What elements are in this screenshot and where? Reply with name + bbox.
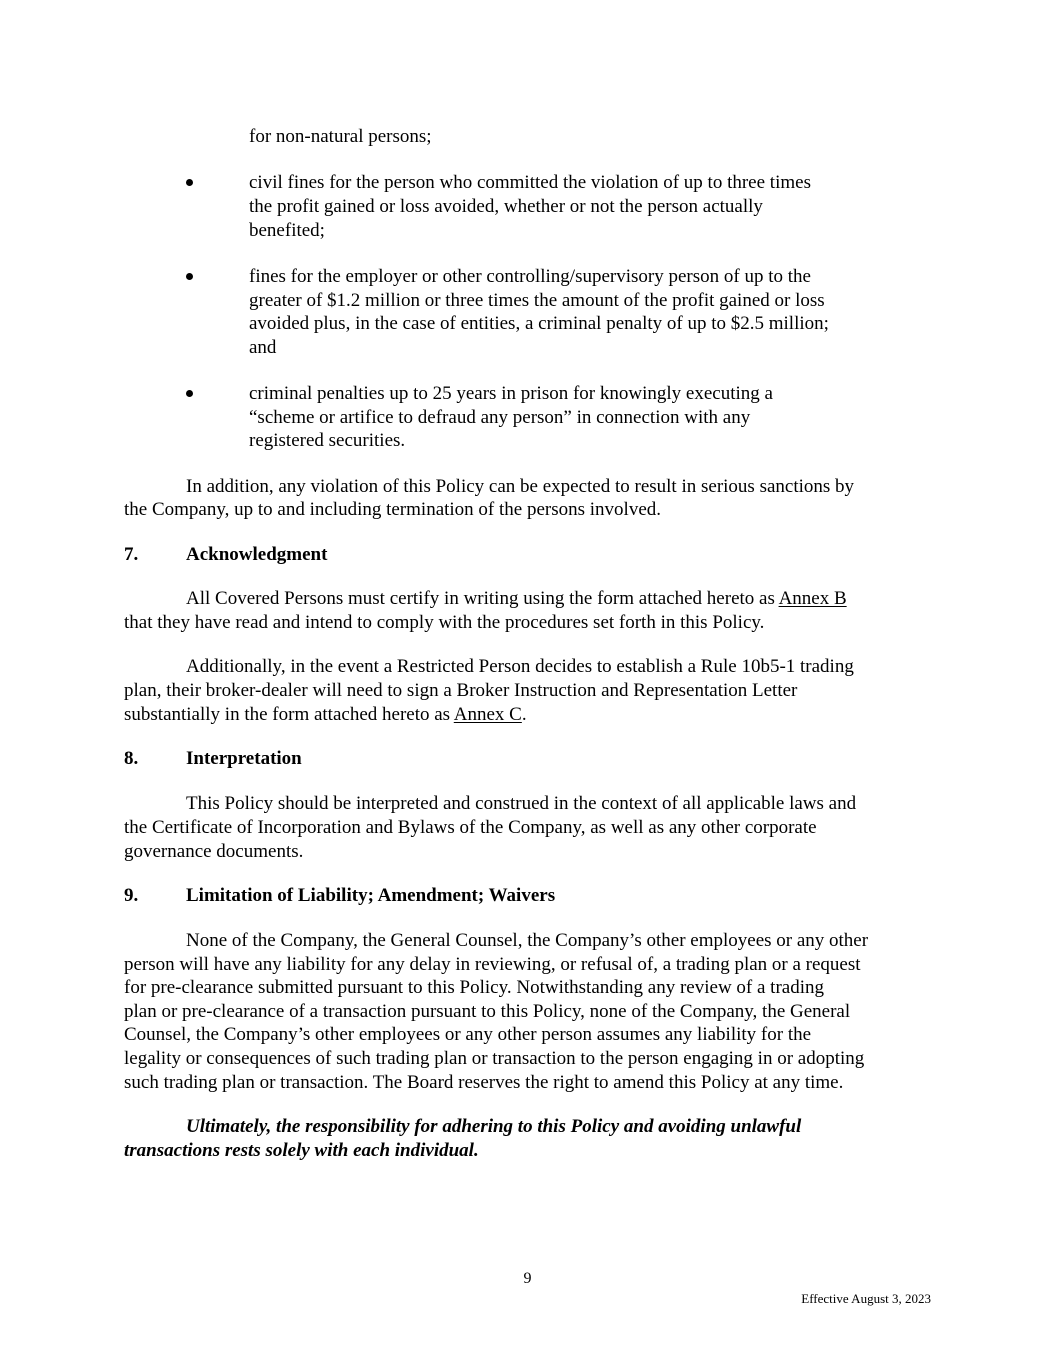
section-9-line-3: for pre-clearance submitted pursuant to this Policy. Notwithstanding any review of a trading — [124, 977, 824, 998]
section-9-line-5: Counsel, the Company’s other employees or any other person assumes any liability for the — [124, 1024, 812, 1045]
continued-bullet-text: for non-natural persons; — [249, 126, 432, 147]
section-7-para-2-line-2: plan, their broker-dealer will need to sign a Broker Instruction and Representation Letter — [124, 680, 798, 701]
section-9-line-1: None of the Company, the General Counsel, the Company’s other employees or any other — [186, 930, 869, 951]
bullet-1-line-2: the profit gained or loss avoided, whether or not the person actually — [249, 196, 763, 217]
bullet-2-line-1: fines for the employer or other controlling/supervisory person of up to the — [249, 266, 811, 287]
section-9-title: Limitation of Liability; Amendment; Waivers — [186, 885, 556, 906]
annex-c-link[interactable]: Annex C — [453, 704, 522, 725]
closing-statement-line-2: transactions rests solely with each individual. — [124, 1140, 479, 1161]
section-7-para-2-line-1: Additionally, in the event a Restricted Person decides to establish a Rule 10b5-1 trading — [186, 656, 854, 677]
section-9-line-7: such trading plan or transaction. The Board reserves the right to amend this Policy at any time. — [124, 1072, 844, 1093]
section-7-para-2-line-3: substantially in the form attached hereto as Annex C. — [124, 704, 527, 725]
bullet-icon — [186, 179, 193, 186]
bullet-2-line-4: and — [249, 337, 277, 358]
section-8-line-1: This Policy should be interpreted and construed in the context of all applicable laws and — [186, 793, 857, 814]
addition-paragraph-line-2: the Company, up to and including termination of the persons involved. — [124, 499, 662, 520]
bullet-2-line-3: avoided plus, in the case of entities, a criminal penalty of up to $2.5 million; — [249, 313, 829, 334]
page-number: 9 — [523, 1270, 532, 1287]
section-7-para-1-line-1: All Covered Persons must certify in writing using the form attached hereto as Annex B — [186, 588, 847, 609]
section-8-line-2: the Certificate of Incorporation and Bylaws of the Company, as well as any other corporate — [124, 817, 817, 838]
bullet-icon — [186, 390, 193, 397]
bullet-3-line-1: criminal penalties up to 25 years in prison for knowingly executing a — [249, 383, 773, 404]
annex-b-link[interactable]: Annex B — [778, 588, 847, 609]
section-9-line-6: legality or consequences of such trading plan or transaction to the person engaging in or adopting — [124, 1048, 865, 1069]
section-9-number: 9. — [124, 885, 139, 906]
bullet-2-line-2: greater of $1.2 million or three times the amount of the profit gained or loss — [249, 290, 825, 311]
section-8-number: 8. — [124, 748, 139, 769]
effective-date: Effective August 3, 2023 — [801, 1291, 931, 1306]
bullet-1-line-3: benefited; — [249, 220, 325, 241]
bullet-1-line-1: civil fines for the person who committed the violation of up to three times — [249, 172, 811, 193]
bullet-3-line-3: registered securities. — [249, 430, 406, 451]
addition-paragraph-line-1: In addition, any violation of this Policy can be expected to result in serious sanctions by — [186, 476, 855, 497]
section-9-line-4: plan or pre-clearance of a transaction pursuant to this Policy, none of the Company, the General — [124, 1001, 851, 1022]
section-7-number: 7. — [124, 544, 139, 565]
bullet-icon — [186, 273, 193, 280]
section-8-title: Interpretation — [186, 748, 302, 769]
section-8-line-3: governance documents. — [124, 841, 304, 862]
section-9-line-2: person will have any liability for any delay in reviewing, or refusal of, a trading plan or a request — [124, 954, 861, 975]
closing-statement-line-1: Ultimately, the responsibility for adhering to this Policy and avoiding unlawful — [186, 1116, 802, 1137]
bullet-3-line-2: “scheme or artifice to defraud any person” in connection with any — [249, 407, 751, 428]
section-7-title: Acknowledgment — [186, 544, 328, 565]
section-7-para-1-line-2: that they have read and intend to comply with the procedures set forth in this Policy. — [124, 612, 765, 633]
